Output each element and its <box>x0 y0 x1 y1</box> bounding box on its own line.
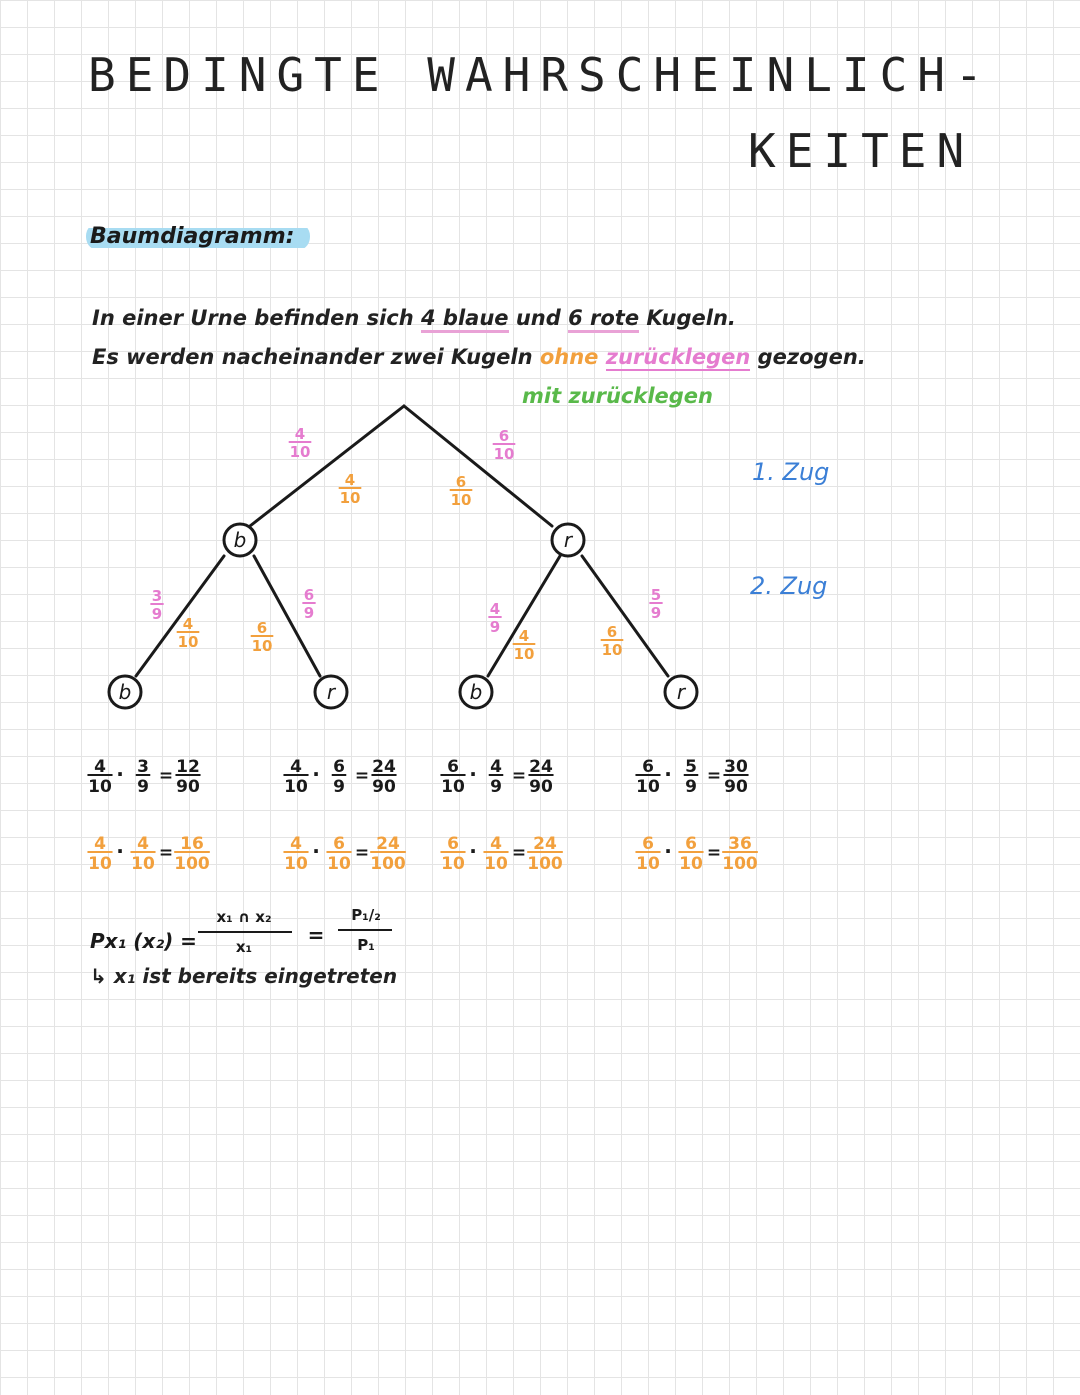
branch-bb <box>136 556 224 676</box>
section-heading: Baumdiagramm: <box>86 222 310 251</box>
branch-bb-mit <box>177 615 200 651</box>
product-ohne-3-b <box>684 757 699 797</box>
product-mit-2-dot: · <box>469 839 477 863</box>
product-mit-3-dot: · <box>664 839 672 863</box>
product-mit-1-b-numerator: 6 <box>333 834 345 854</box>
product-mit-2-a-denominator: 10 <box>441 854 465 874</box>
product-ohne-3-dot: · <box>664 762 672 786</box>
product-ohne-2-result <box>528 757 553 797</box>
branch-br-ohne <box>302 586 315 622</box>
product-mit-1-result-numerator: 24 <box>376 834 400 854</box>
product-mit-1-result-denominator: 100 <box>370 854 406 874</box>
branch-rr-mit-denominator: 10 <box>601 641 623 659</box>
product-mit-3-a-numerator: 6 <box>642 834 654 854</box>
product-ohne-1-a-denominator: 10 <box>284 777 308 797</box>
branch-root_r-mit-numerator: 6 <box>455 473 467 491</box>
product-mit-2-b-denominator: 10 <box>484 854 508 874</box>
node-label-r: r <box>563 528 573 552</box>
replace-word-2: zurücklegen <box>568 384 713 408</box>
product-ohne-2-dot: · <box>469 762 477 786</box>
product-mit-2-result <box>527 834 563 874</box>
product-ohne-1-result-denominator: 90 <box>372 777 396 797</box>
product-mit-2-b-numerator: 4 <box>490 834 502 854</box>
product-ohne-0-a-numerator: 4 <box>94 757 106 777</box>
branch-bb-ohne <box>150 587 163 623</box>
product-ohne-2-b <box>489 757 504 797</box>
product-ohne-0-a <box>87 757 112 797</box>
product-ohne-1-b <box>332 757 347 797</box>
task-text: und <box>515 306 561 330</box>
branch-root_r-mit <box>450 473 473 509</box>
branch-root_b-mit-numerator: 4 <box>344 471 356 489</box>
product-ohne-1-eq: = <box>354 766 370 786</box>
node-label-r: r <box>676 680 686 704</box>
product-mit-2-eq: = <box>511 843 527 863</box>
product-ohne-3-b-denominator: 9 <box>685 777 697 797</box>
product-ohne-3-b-numerator: 5 <box>685 757 697 777</box>
product-ohne-0-b-numerator: 3 <box>137 757 149 777</box>
product-ohne-2-a <box>440 757 465 797</box>
product-ohne-3-eq: = <box>706 766 722 786</box>
branch-root_r-ohne-denominator: 10 <box>493 445 515 463</box>
path-products <box>87 757 757 874</box>
product-mit-0-dot: · <box>116 839 124 863</box>
product-ohne-1-dot: · <box>312 762 320 786</box>
branch-rb-mit-numerator: 4 <box>518 627 530 645</box>
product-mit-1-b <box>326 834 351 874</box>
product-mit-1-a-denominator: 10 <box>284 854 308 874</box>
branch-root_r-ohne <box>493 427 516 463</box>
branch-rr-ohne-denominator: 9 <box>650 604 662 622</box>
branch-root_r-mit-denominator: 10 <box>450 491 472 509</box>
node-label-b: b <box>469 680 483 704</box>
branch-rr-ohne-numerator: 5 <box>650 586 662 604</box>
task-text: gezogen. <box>757 345 866 369</box>
product-ohne-1-a <box>283 757 308 797</box>
branch-br-mit-numerator: 6 <box>256 619 268 637</box>
product-mit-0-b-numerator: 4 <box>137 834 149 854</box>
product-mit-2-result-denominator: 100 <box>527 854 563 874</box>
product-ohne-1-result-numerator: 24 <box>372 757 396 777</box>
branch-bb-mit-denominator: 10 <box>177 633 199 651</box>
product-mit-3-b-denominator: 10 <box>679 854 703 874</box>
product-ohne-0-dot: · <box>116 762 124 786</box>
product-ohne-3-result <box>723 757 748 797</box>
branch-rr-mit-numerator: 6 <box>606 623 618 641</box>
product-mit-2-b <box>483 834 508 874</box>
node-label-r: r <box>326 680 336 704</box>
branch-rb-mit-denominator: 10 <box>513 645 535 663</box>
product-ohne-0-a-denominator: 10 <box>88 777 112 797</box>
product-mit-1-a <box>283 834 308 874</box>
branch-br-ohne-denominator: 9 <box>303 604 315 622</box>
formula-denominator-2: P₁ <box>357 936 375 954</box>
product-mit-2-result-numerator: 24 <box>533 834 557 854</box>
product-mit-3-result-numerator: 36 <box>728 834 752 854</box>
product-ohne-2-result-numerator: 24 <box>529 757 553 777</box>
branch-rr-ohne <box>649 586 662 622</box>
branch-bb-ohne-denominator: 9 <box>151 605 163 623</box>
product-mit-3-result <box>722 834 758 874</box>
product-ohne-1-b-numerator: 6 <box>333 757 345 777</box>
product-mit-3-a-denominator: 10 <box>636 854 660 874</box>
product-ohne-0-eq: = <box>158 766 174 786</box>
product-ohne-3-result-denominator: 90 <box>724 777 748 797</box>
task-text: Es werden nacheinander zwei Kugeln <box>92 345 533 369</box>
product-mit-3-a <box>635 834 660 874</box>
tree-nodes <box>109 524 697 708</box>
branch-rb-mit <box>513 627 536 663</box>
product-ohne-0-b <box>136 757 151 797</box>
branch-rb-ohne <box>488 600 501 636</box>
product-ohne-2-b-denominator: 9 <box>490 777 502 797</box>
branch-root-r <box>404 406 552 526</box>
formula-equals: = <box>307 923 325 947</box>
branch-root_b-ohne <box>289 425 312 461</box>
without-word: ohne <box>539 345 599 369</box>
product-mit-1-eq: = <box>354 843 370 863</box>
product-ohne-2-a-numerator: 6 <box>447 757 459 777</box>
product-ohne-3-a <box>635 757 660 797</box>
product-mit-1-dot: · <box>312 839 320 863</box>
product-ohne-2-result-denominator: 90 <box>529 777 553 797</box>
product-mit-1-b-denominator: 10 <box>327 854 351 874</box>
replace-word: zurücklegen <box>605 345 751 369</box>
product-mit-0-a-numerator: 4 <box>94 834 106 854</box>
product-mit-0-result-denominator: 100 <box>174 854 210 874</box>
product-mit-2-a-numerator: 6 <box>447 834 459 854</box>
product-mit-0-result <box>174 834 210 874</box>
product-ohne-3-a-numerator: 6 <box>642 757 654 777</box>
product-mit-0-a <box>87 834 112 874</box>
branch-root_b-ohne-numerator: 4 <box>294 425 306 443</box>
branch-bb-mit-numerator: 4 <box>182 615 194 633</box>
branch-root_b-ohne-denominator: 10 <box>289 443 311 461</box>
blue-count: 4 blaue <box>421 306 509 333</box>
product-mit-3-result-denominator: 100 <box>722 854 758 874</box>
branch-br-mit <box>251 619 274 655</box>
second-draw-label: 2. Zug <box>750 572 828 600</box>
product-ohne-3-result-numerator: 30 <box>724 757 748 777</box>
branch-root_r-ohne-numerator: 6 <box>498 427 510 445</box>
task-text: In einer Urne befinden sich <box>92 306 414 330</box>
branch-bb-ohne-numerator: 3 <box>151 587 163 605</box>
branch-rb-ohne-numerator: 4 <box>489 600 501 618</box>
product-ohne-1-a-numerator: 4 <box>290 757 302 777</box>
branch-br-ohne-numerator: 6 <box>303 586 315 604</box>
product-ohne-0-b-denominator: 9 <box>137 777 149 797</box>
product-mit-3-eq: = <box>706 843 722 863</box>
branch-rr-mit <box>601 623 624 659</box>
product-mit-1-a-numerator: 4 <box>290 834 302 854</box>
product-mit-0-b <box>130 834 155 874</box>
branch-root-b <box>250 406 404 526</box>
formula-numerator-1: x₁ ∩ x₂ <box>216 908 272 926</box>
product-ohne-0-result <box>175 757 200 797</box>
product-ohne-0-result-numerator: 12 <box>176 757 200 777</box>
product-ohne-1-b-denominator: 9 <box>333 777 345 797</box>
product-ohne-1-result <box>371 757 396 797</box>
product-mit-0-a-denominator: 10 <box>88 854 112 874</box>
red-count: 6 rote <box>568 306 639 333</box>
page-title: BEDINGTE WAHRSCHEINLICH- <box>88 48 993 102</box>
product-ohne-0-result-denominator: 90 <box>176 777 200 797</box>
product-mit-2-a <box>440 834 465 874</box>
conditional-formula <box>90 906 392 956</box>
branch-root_b-mit-denominator: 10 <box>339 489 361 507</box>
product-mit-0-eq: = <box>158 843 174 863</box>
with-word: mit <box>522 384 562 408</box>
page-title-continued: KEITEN <box>748 124 975 178</box>
formula-note: ↳ x₁ ist bereits eingetreten <box>90 964 398 988</box>
product-ohne-2-eq: = <box>511 766 527 786</box>
tree-branches <box>136 406 668 676</box>
product-ohne-3-a-denominator: 10 <box>636 777 660 797</box>
formula-lhs: Px₁ (x₂) = <box>90 929 197 953</box>
product-mit-3-b-numerator: 6 <box>685 834 697 854</box>
product-mit-0-b-denominator: 10 <box>131 854 155 874</box>
product-ohne-2-a-denominator: 10 <box>441 777 465 797</box>
formula-denominator-1: x₁ <box>235 938 253 956</box>
node-label-b: b <box>118 680 132 704</box>
first-draw-label: 1. Zug <box>752 458 830 486</box>
branch-rb-ohne-denominator: 9 <box>489 618 501 636</box>
node-label-b: b <box>233 528 247 552</box>
product-mit-0-result-numerator: 16 <box>180 834 204 854</box>
branch-br-mit-denominator: 10 <box>251 637 273 655</box>
product-mit-3-b <box>678 834 703 874</box>
formula-numerator-2: P₁/₂ <box>351 906 381 924</box>
task-text: Kugeln. <box>646 306 736 330</box>
product-mit-1-result <box>370 834 406 874</box>
branch-root_b-mit <box>339 471 362 507</box>
product-ohne-2-b-numerator: 4 <box>490 757 502 777</box>
